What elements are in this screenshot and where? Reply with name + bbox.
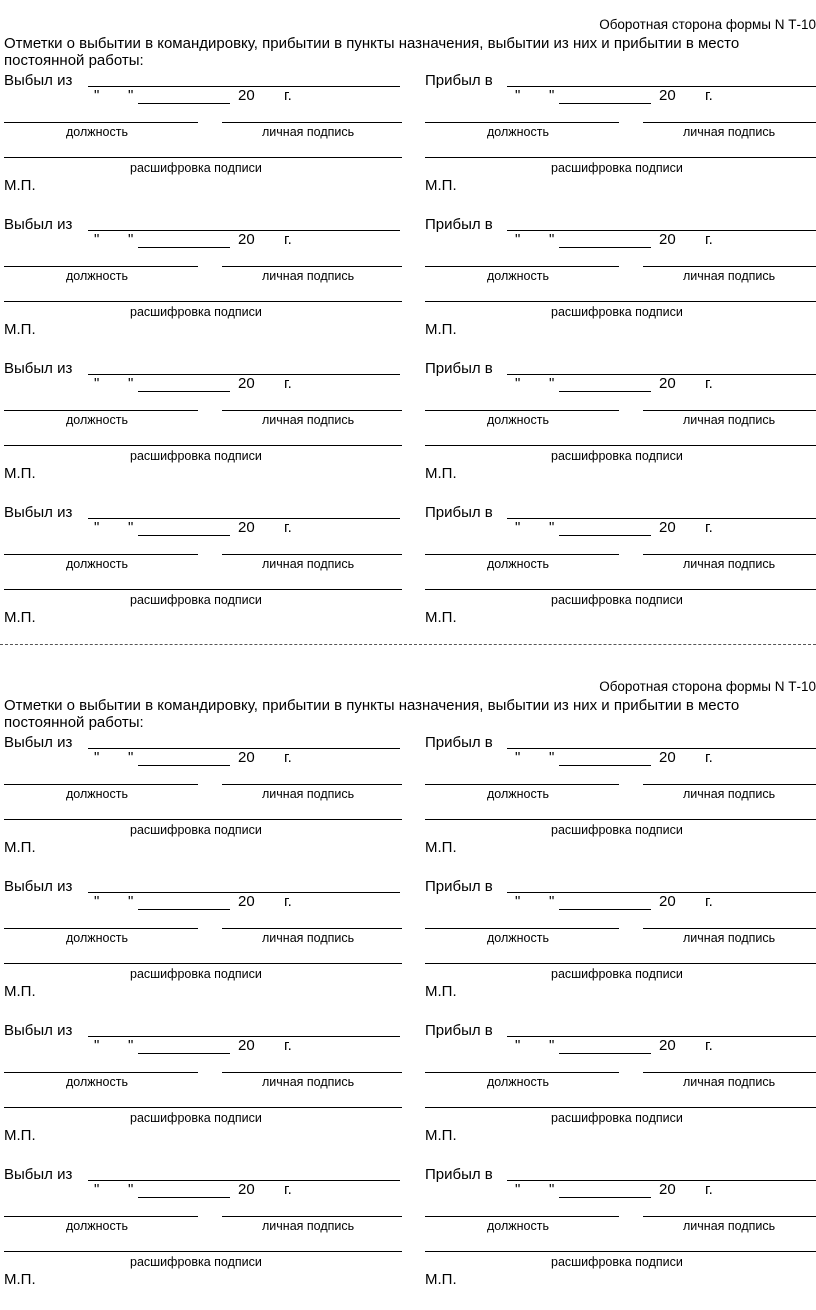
year-prefix: 20 xyxy=(238,375,255,392)
year-suffix: г. xyxy=(284,749,292,766)
year-prefix: 20 xyxy=(659,893,676,910)
date-open-quote: " xyxy=(94,231,100,248)
arrived-in-label: Прибыл в xyxy=(425,360,493,377)
signature-line[interactable] xyxy=(222,928,402,929)
date-open-quote: " xyxy=(94,1181,100,1198)
signature-transcript-caption: расшифровка подписи xyxy=(130,1111,262,1125)
date-month-line[interactable] xyxy=(138,103,230,104)
seal-label: М.П. xyxy=(425,609,457,626)
form-heading: Отметки о выбытии в командировку, прибытии в пункты назначения, выбытии из них и прибытии в место постоянной работы: xyxy=(4,697,740,731)
form-heading: Отметки о выбытии в командировку, прибытии в пункты назначения, выбытии из них и прибытии в место постоянной работы: xyxy=(4,35,740,69)
position-line[interactable] xyxy=(425,784,619,785)
year-suffix: г. xyxy=(284,519,292,536)
year-suffix: г. xyxy=(705,375,713,392)
date-month-line[interactable] xyxy=(138,247,230,248)
date-month-line[interactable] xyxy=(559,1053,651,1054)
date-open-quote: " xyxy=(515,749,521,766)
signature-caption: личная подпись xyxy=(262,557,355,571)
position-caption: должность xyxy=(487,557,549,571)
position-caption: должность xyxy=(66,1075,128,1089)
signature-transcript-caption: расшифровка подписи xyxy=(551,1255,683,1269)
signature-line[interactable] xyxy=(643,554,816,555)
date-close-quote: " xyxy=(549,87,555,104)
arrived-in-block xyxy=(425,734,816,878)
departed-from-label: Выбыл из xyxy=(4,72,73,89)
date-open-quote: " xyxy=(515,231,521,248)
position-caption: должность xyxy=(487,1075,549,1089)
signature-transcript-line[interactable] xyxy=(4,445,402,446)
position-line[interactable] xyxy=(4,410,198,411)
date-close-quote: " xyxy=(128,375,134,392)
signature-transcript-line[interactable] xyxy=(425,1107,816,1108)
date-open-quote: " xyxy=(94,375,100,392)
arrived-in-label: Прибыл в xyxy=(425,216,493,233)
arrived-in-label: Прибыл в xyxy=(425,1166,493,1183)
signature-transcript-line[interactable] xyxy=(425,819,816,820)
date-open-quote: " xyxy=(515,1037,521,1054)
year-suffix: г. xyxy=(705,1037,713,1054)
year-suffix: г. xyxy=(705,749,713,766)
year-prefix: 20 xyxy=(238,1037,255,1054)
date-close-quote: " xyxy=(549,893,555,910)
year-suffix: г. xyxy=(705,1181,713,1198)
arrived-in-block xyxy=(425,72,816,216)
date-month-line[interactable] xyxy=(559,391,651,392)
arrived-in-label: Прибыл в xyxy=(425,1022,493,1039)
signature-line[interactable] xyxy=(222,122,402,123)
signature-transcript-line[interactable] xyxy=(4,819,402,820)
year-prefix: 20 xyxy=(238,87,255,104)
year-prefix: 20 xyxy=(659,1037,676,1054)
position-line[interactable] xyxy=(4,928,198,929)
arrived-in-label: Прибыл в xyxy=(425,504,493,521)
seal-label: М.П. xyxy=(4,321,36,338)
position-line[interactable] xyxy=(4,266,198,267)
signature-caption: личная подпись xyxy=(262,931,355,945)
signature-line[interactable] xyxy=(222,554,402,555)
date-close-quote: " xyxy=(549,749,555,766)
position-line[interactable] xyxy=(425,410,619,411)
departed-from-block xyxy=(4,72,412,216)
year-suffix: г. xyxy=(284,1037,292,1054)
departed-from-label: Выбыл из xyxy=(4,1166,73,1183)
year-prefix: 20 xyxy=(238,231,255,248)
signature-transcript-line[interactable] xyxy=(4,589,402,590)
seal-label: М.П. xyxy=(425,321,457,338)
signature-transcript-line[interactable] xyxy=(4,1107,402,1108)
signature-line[interactable] xyxy=(222,1216,402,1217)
cut-line xyxy=(0,644,816,645)
arrived-in-label: Прибыл в xyxy=(425,72,493,89)
year-suffix: г. xyxy=(705,87,713,104)
signature-caption: личная подпись xyxy=(262,1075,355,1089)
signature-caption: личная подпись xyxy=(262,1219,355,1233)
year-prefix: 20 xyxy=(659,231,676,248)
date-open-quote: " xyxy=(94,749,100,766)
position-line[interactable] xyxy=(425,266,619,267)
departed-from-label: Выбыл из xyxy=(4,216,73,233)
departed-from-block xyxy=(4,1022,412,1166)
signature-transcript-caption: расшифровка подписи xyxy=(130,305,262,319)
signature-caption: личная подпись xyxy=(262,413,355,427)
date-close-quote: " xyxy=(128,1037,134,1054)
seal-label: М.П. xyxy=(4,1271,36,1288)
signature-line[interactable] xyxy=(643,1072,816,1073)
date-open-quote: " xyxy=(515,893,521,910)
seal-label: М.П. xyxy=(425,177,457,194)
signature-transcript-caption: расшифровка подписи xyxy=(130,449,262,463)
date-open-quote: " xyxy=(94,519,100,536)
arrived-in-block xyxy=(425,504,816,648)
position-caption: должность xyxy=(66,413,128,427)
arrived-in-block xyxy=(425,360,816,504)
seal-label: М.П. xyxy=(4,465,36,482)
form-title: Оборотная сторона формы N Т-10 xyxy=(599,679,816,694)
position-caption: должность xyxy=(66,125,128,139)
form-title: Оборотная сторона формы N Т-10 xyxy=(599,17,816,32)
signature-transcript-caption: расшифровка подписи xyxy=(551,593,683,607)
signature-transcript-caption: расшифровка подписи xyxy=(551,161,683,175)
departed-from-label: Выбыл из xyxy=(4,360,73,377)
year-prefix: 20 xyxy=(238,749,255,766)
departed-from-block xyxy=(4,360,412,504)
departed-from-label: Выбыл из xyxy=(4,734,73,751)
date-close-quote: " xyxy=(549,231,555,248)
date-month-line[interactable] xyxy=(559,535,651,536)
position-caption: должность xyxy=(487,931,549,945)
position-line[interactable] xyxy=(425,1216,619,1217)
year-prefix: 20 xyxy=(659,87,676,104)
year-suffix: г. xyxy=(705,519,713,536)
date-month-line[interactable] xyxy=(138,1197,230,1198)
signature-transcript-caption: расшифровка подписи xyxy=(551,449,683,463)
year-prefix: 20 xyxy=(238,1181,255,1198)
signature-line[interactable] xyxy=(643,122,816,123)
position-line[interactable] xyxy=(425,122,619,123)
seal-label: М.П. xyxy=(425,1271,457,1288)
signature-caption: личная подпись xyxy=(683,1075,776,1089)
seal-label: М.П. xyxy=(4,1127,36,1144)
date-close-quote: " xyxy=(549,375,555,392)
departed-from-block xyxy=(4,216,412,360)
date-month-line[interactable] xyxy=(559,103,651,104)
position-line[interactable] xyxy=(425,928,619,929)
signature-transcript-caption: расшифровка подписи xyxy=(130,1255,262,1269)
travel-marks-form xyxy=(0,0,816,640)
signature-transcript-caption: расшифровка подписи xyxy=(551,305,683,319)
date-close-quote: " xyxy=(549,1037,555,1054)
arrived-in-block xyxy=(425,216,816,360)
seal-label: М.П. xyxy=(425,1127,457,1144)
signature-caption: личная подпись xyxy=(262,787,355,801)
signature-caption: личная подпись xyxy=(683,931,776,945)
date-close-quote: " xyxy=(549,519,555,536)
year-suffix: г. xyxy=(705,231,713,248)
signature-line[interactable] xyxy=(643,266,816,267)
signature-transcript-line[interactable] xyxy=(425,1251,816,1252)
year-suffix: г. xyxy=(284,1181,292,1198)
position-caption: должность xyxy=(487,1219,549,1233)
date-open-quote: " xyxy=(515,375,521,392)
date-month-line[interactable] xyxy=(138,1053,230,1054)
signature-transcript-caption: расшифровка подписи xyxy=(551,967,683,981)
signature-line[interactable] xyxy=(643,784,816,785)
date-open-quote: " xyxy=(94,893,100,910)
departed-from-block xyxy=(4,878,412,1022)
position-line[interactable] xyxy=(4,554,198,555)
year-prefix: 20 xyxy=(238,519,255,536)
year-suffix: г. xyxy=(284,893,292,910)
departed-from-block xyxy=(4,734,412,878)
signature-caption: личная подпись xyxy=(683,269,776,283)
year-suffix: г. xyxy=(284,87,292,104)
arrived-in-label: Прибыл в xyxy=(425,878,493,895)
seal-label: М.П. xyxy=(425,983,457,1000)
year-prefix: 20 xyxy=(659,749,676,766)
date-month-line[interactable] xyxy=(138,391,230,392)
signature-caption: личная подпись xyxy=(683,413,776,427)
position-line[interactable] xyxy=(425,554,619,555)
year-prefix: 20 xyxy=(659,375,676,392)
date-close-quote: " xyxy=(128,231,134,248)
signature-transcript-caption: расшифровка подписи xyxy=(130,593,262,607)
departed-from-label: Выбыл из xyxy=(4,878,73,895)
signature-transcript-line[interactable] xyxy=(425,445,816,446)
travel-marks-form xyxy=(0,662,816,1302)
date-close-quote: " xyxy=(128,893,134,910)
year-prefix: 20 xyxy=(659,519,676,536)
departed-from-label: Выбыл из xyxy=(4,504,73,521)
date-month-line[interactable] xyxy=(559,765,651,766)
signature-transcript-line[interactable] xyxy=(4,963,402,964)
position-caption: должность xyxy=(487,413,549,427)
signature-line[interactable] xyxy=(643,410,816,411)
position-caption: должность xyxy=(487,125,549,139)
date-close-quote: " xyxy=(549,1181,555,1198)
position-caption: должность xyxy=(487,269,549,283)
signature-line[interactable] xyxy=(222,410,402,411)
date-close-quote: " xyxy=(128,87,134,104)
departed-from-label: Выбыл из xyxy=(4,1022,73,1039)
year-prefix: 20 xyxy=(238,893,255,910)
year-suffix: г. xyxy=(284,231,292,248)
signature-caption: личная подпись xyxy=(683,125,776,139)
date-open-quote: " xyxy=(94,87,100,104)
seal-label: М.П. xyxy=(425,465,457,482)
year-suffix: г. xyxy=(705,893,713,910)
date-close-quote: " xyxy=(128,519,134,536)
seal-label: М.П. xyxy=(425,839,457,856)
signature-caption: личная подпись xyxy=(683,1219,776,1233)
position-caption: должность xyxy=(66,1219,128,1233)
date-month-line[interactable] xyxy=(138,535,230,536)
signature-transcript-caption: расшифровка подписи xyxy=(130,967,262,981)
date-open-quote: " xyxy=(515,1181,521,1198)
departed-from-block xyxy=(4,1166,412,1310)
signature-transcript-line[interactable] xyxy=(4,1251,402,1252)
position-line[interactable] xyxy=(4,1072,198,1073)
seal-label: М.П. xyxy=(4,177,36,194)
date-month-line[interactable] xyxy=(559,909,651,910)
position-line[interactable] xyxy=(4,784,198,785)
signature-transcript-line[interactable] xyxy=(4,301,402,302)
position-caption: должность xyxy=(66,787,128,801)
date-month-line[interactable] xyxy=(138,909,230,910)
year-suffix: г. xyxy=(284,375,292,392)
signature-transcript-line[interactable] xyxy=(425,589,816,590)
departed-from-block xyxy=(4,504,412,648)
signature-caption: личная подпись xyxy=(262,125,355,139)
signature-transcript-line[interactable] xyxy=(425,157,816,158)
position-line[interactable] xyxy=(425,1072,619,1073)
position-line[interactable] xyxy=(4,1216,198,1217)
signature-transcript-line[interactable] xyxy=(425,963,816,964)
signature-line[interactable] xyxy=(222,784,402,785)
position-line[interactable] xyxy=(4,122,198,123)
seal-label: М.П. xyxy=(4,839,36,856)
signature-caption: личная подпись xyxy=(683,557,776,571)
date-month-line[interactable] xyxy=(138,765,230,766)
signature-caption: личная подпись xyxy=(683,787,776,801)
date-close-quote: " xyxy=(128,1181,134,1198)
signature-transcript-caption: расшифровка подписи xyxy=(551,1111,683,1125)
arrived-in-label: Прибыл в xyxy=(425,734,493,751)
position-caption: должность xyxy=(487,787,549,801)
position-caption: должность xyxy=(66,269,128,283)
seal-label: М.П. xyxy=(4,609,36,626)
signature-transcript-line[interactable] xyxy=(4,157,402,158)
signature-transcript-line[interactable] xyxy=(425,301,816,302)
seal-label: М.П. xyxy=(4,983,36,1000)
date-month-line[interactable] xyxy=(559,1197,651,1198)
signature-caption: личная подпись xyxy=(262,269,355,283)
position-caption: должность xyxy=(66,557,128,571)
signature-transcript-caption: расшифровка подписи xyxy=(130,823,262,837)
signature-line[interactable] xyxy=(222,1072,402,1073)
arrived-in-block xyxy=(425,1022,816,1166)
year-prefix: 20 xyxy=(659,1181,676,1198)
signature-line[interactable] xyxy=(643,1216,816,1217)
signature-transcript-caption: расшифровка подписи xyxy=(551,823,683,837)
date-month-line[interactable] xyxy=(559,247,651,248)
signature-line[interactable] xyxy=(643,928,816,929)
arrived-in-block xyxy=(425,878,816,1022)
date-open-quote: " xyxy=(515,519,521,536)
position-caption: должность xyxy=(66,931,128,945)
date-close-quote: " xyxy=(128,749,134,766)
signature-line[interactable] xyxy=(222,266,402,267)
date-open-quote: " xyxy=(515,87,521,104)
date-open-quote: " xyxy=(94,1037,100,1054)
arrived-in-block xyxy=(425,1166,816,1310)
signature-transcript-caption: расшифровка подписи xyxy=(130,161,262,175)
